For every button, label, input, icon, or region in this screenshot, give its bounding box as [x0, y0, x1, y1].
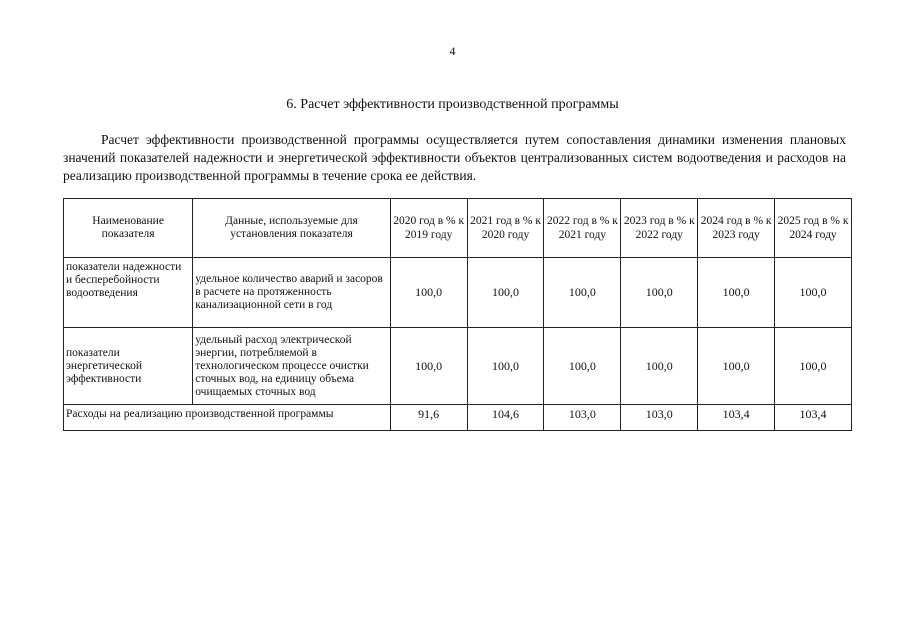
value-cell: 100,0	[544, 258, 621, 328]
value-cell: 100,0	[621, 328, 698, 405]
section-title: 6. Расчет эффективности производственной программы	[286, 97, 619, 112]
header-year-2024: 2024 год в % к 2023 году	[698, 199, 775, 258]
table-row	[64, 258, 852, 328]
value-cell: 100,0	[775, 328, 852, 405]
value-cell: 103,4	[698, 405, 775, 431]
value-cell: 103,0	[544, 405, 621, 431]
page-number: 4	[449, 44, 456, 58]
row-data-reliability: удельное количество аварий и засоров в расчете на протяженность канализационной сети в год	[193, 258, 391, 328]
row-data-energy: удельный расход электрической энергии, потребляемой в технологическом процессе очистки сточных вод, на единицу объема очищаемых сточных вод	[193, 328, 391, 405]
header-year-2020: 2020 год в % к 2019 году	[390, 199, 467, 258]
value-cell: 100,0	[390, 328, 467, 405]
table-row-cost	[64, 405, 852, 431]
value-cell: 100,0	[698, 328, 775, 405]
value-cell: 100,0	[698, 258, 775, 328]
value-cell: 100,0	[544, 328, 621, 405]
table-header-row	[64, 199, 852, 258]
header-year-2021: 2021 год в % к 2020 году	[467, 199, 544, 258]
header-year-2025: 2025 год в % к 2024 году	[775, 199, 852, 258]
value-cell: 100,0	[621, 258, 698, 328]
value-cell: 103,4	[775, 405, 852, 431]
header-data: Данные, используемые для установления показателя	[193, 199, 391, 258]
value-cell: 100,0	[467, 328, 544, 405]
indicators-table	[63, 198, 852, 431]
value-cell: 100,0	[390, 258, 467, 328]
header-name: Наименование показателя	[64, 199, 193, 258]
value-cell: 100,0	[467, 258, 544, 328]
header-year-2023: 2023 год в % к 2022 году	[621, 199, 698, 258]
value-cell: 104,6	[467, 405, 544, 431]
intro-paragraph: Расчет эффективности производственной программы осуществляется путем сопоставления динамики изменения плановых значений показателей надежности и энергетической эффективности объектов централизованных систем водоотведения и расходов на реализацию производственной программы в течение срока ее действия.	[63, 132, 846, 183]
table-row	[64, 328, 852, 405]
cost-label: Расходы на реализацию производственной программы	[64, 405, 391, 431]
value-cell: 91,6	[390, 405, 467, 431]
value-cell: 100,0	[775, 258, 852, 328]
value-cell: 103,0	[621, 405, 698, 431]
header-year-2022: 2022 год в % к 2021 году	[544, 199, 621, 258]
row-name-energy: показатели энергетической эффективности	[64, 328, 193, 405]
row-name-reliability: показатели надежности и бесперебойности водоотведения	[64, 258, 193, 328]
